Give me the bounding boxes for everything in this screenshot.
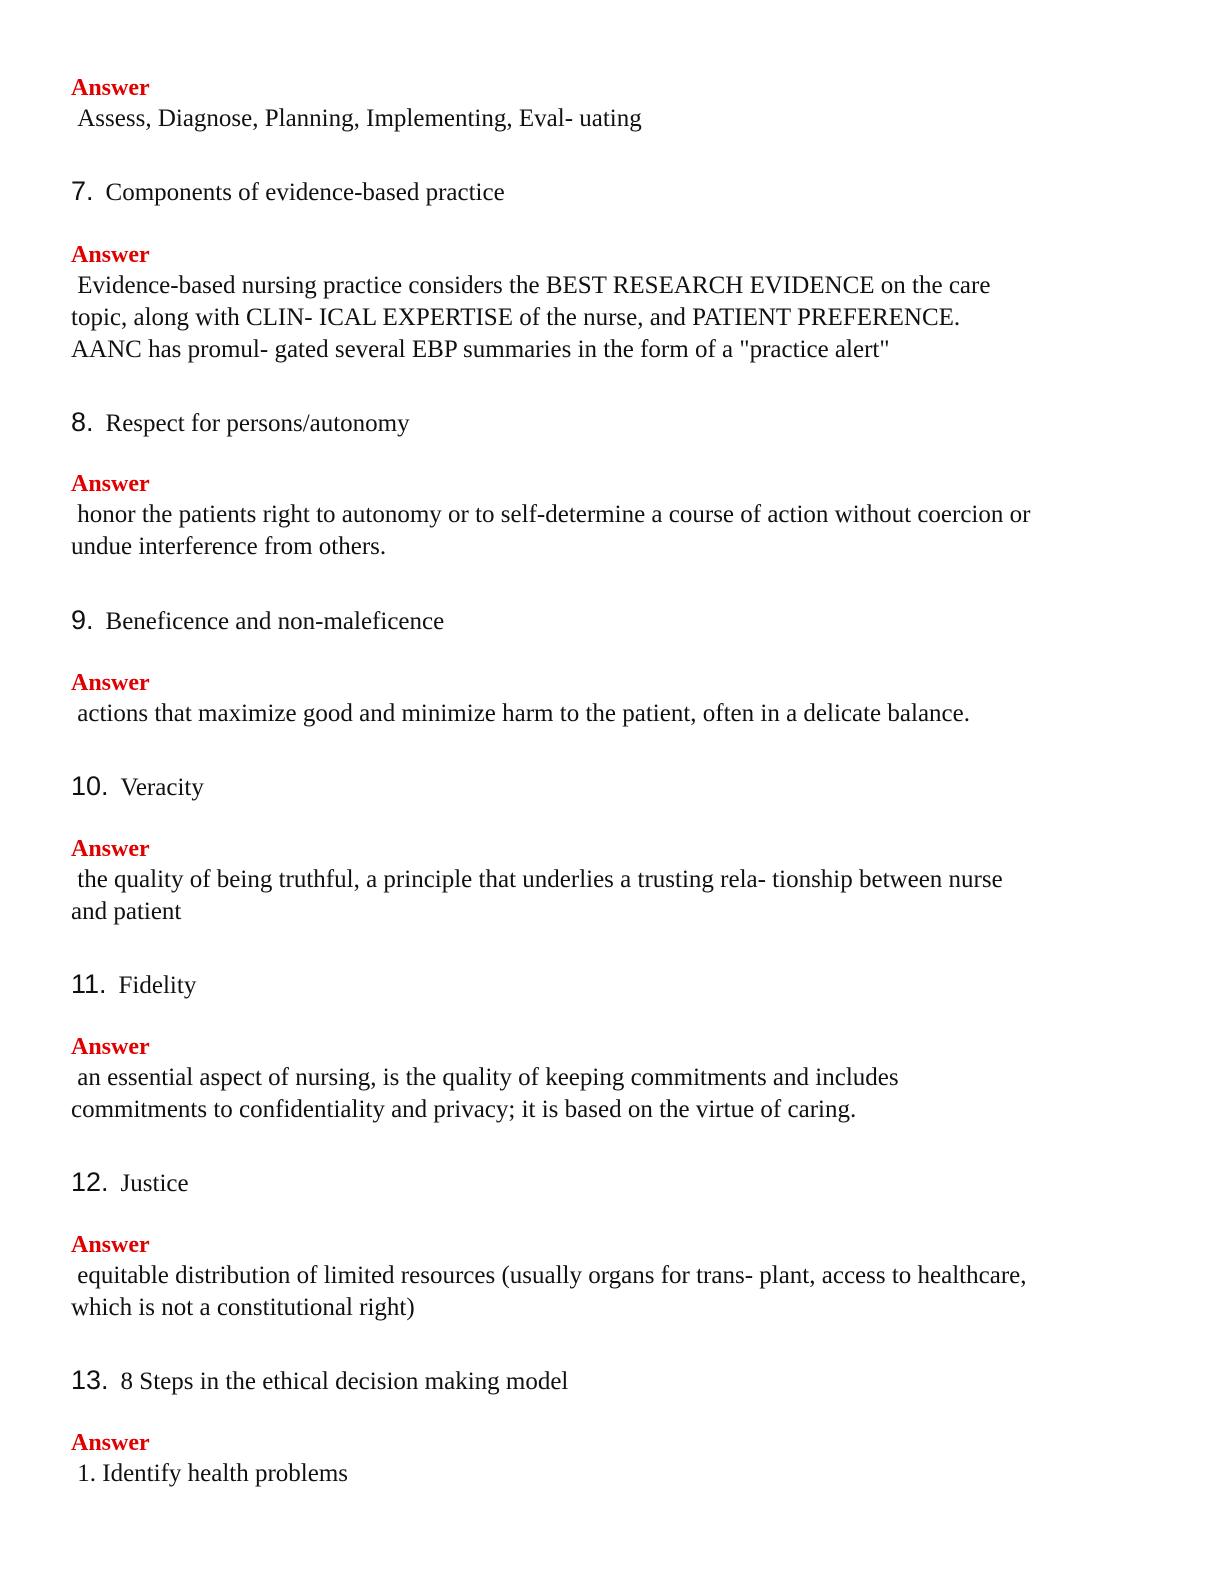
- question-8: [71, 406, 1151, 440]
- question-text: Respect for persons/autonomy: [105, 410, 410, 437]
- question-13: [71, 1364, 1151, 1398]
- answer-text: equitable distribution of limited resources (usually organs for trans- plant, access to healthcare, which is not a constitutional right): [71, 1262, 1027, 1321]
- question-12: [71, 1166, 1151, 1200]
- answer-block-12: [71, 1230, 1151, 1324]
- answer-block-10: [71, 834, 1151, 928]
- answer-text: the quality of being truthful, a principle that underlies a trusting rela- tionship between nurse and patient: [71, 866, 1003, 925]
- question-text: Justice: [120, 1170, 189, 1197]
- answer-label: Answer: [71, 670, 150, 696]
- answer-label: Answer: [71, 1232, 150, 1258]
- question-number: 9.: [71, 605, 94, 635]
- answer-text: Assess, Diagnose, Planning, Implementing, Eval- uating: [71, 105, 642, 132]
- answer-block-7: [71, 240, 1151, 366]
- answer-label: Answer: [71, 242, 150, 268]
- question-10: [71, 770, 1151, 804]
- question-text: Veracity: [120, 774, 204, 801]
- question-number: 11.: [71, 969, 107, 999]
- question-11: [71, 968, 1151, 1002]
- answer-text: Evidence-based nursing practice considers the BEST RESEARCH EVIDENCE on the care topic, along with CLIN- ICAL EXPERTISE of the nurse, and PATIENT PREFERENCE. AANC has promul- gated several EBP summaries in the form of a "practice alert": [71, 272, 991, 363]
- question-text: Components of evidence-based practice: [105, 179, 505, 206]
- question-number: 12.: [71, 1167, 109, 1197]
- question-text: 8 Steps in the ethical decision making model: [120, 1368, 569, 1395]
- question-text: Fidelity: [118, 972, 197, 999]
- answer-block-13: [71, 1428, 1151, 1490]
- question-9: [71, 604, 1151, 638]
- answer-block-8: [71, 469, 1151, 563]
- answer-block-6: [71, 73, 1151, 135]
- answer-label: Answer: [71, 471, 150, 497]
- question-number: 7.: [71, 176, 94, 206]
- question-number: 13.: [71, 1365, 109, 1395]
- answer-label: Answer: [71, 836, 150, 862]
- question-7: [71, 175, 1151, 209]
- answer-text: an essential aspect of nursing, is the quality of keeping commitments and includes commitments to confidentiality and privacy; it is based on the virtue of caring.: [71, 1064, 899, 1123]
- answer-label: Answer: [71, 75, 150, 101]
- question-number: 8.: [71, 407, 94, 437]
- answer-block-11: [71, 1032, 1151, 1126]
- answer-label: Answer: [71, 1430, 150, 1456]
- answer-text: 1. Identify health problems: [71, 1460, 349, 1487]
- question-number: 10.: [71, 771, 109, 801]
- answer-text: actions that maximize good and minimize harm to the patient, often in a delicate balance.: [71, 700, 970, 727]
- question-text: Beneficence and non-maleficence: [105, 608, 445, 635]
- answer-label: Answer: [71, 1034, 150, 1060]
- answer-text: honor the patients right to autonomy or to self-determine a course of action without coercion or undue interference from others.: [71, 501, 1031, 560]
- answer-block-9: [71, 668, 1151, 730]
